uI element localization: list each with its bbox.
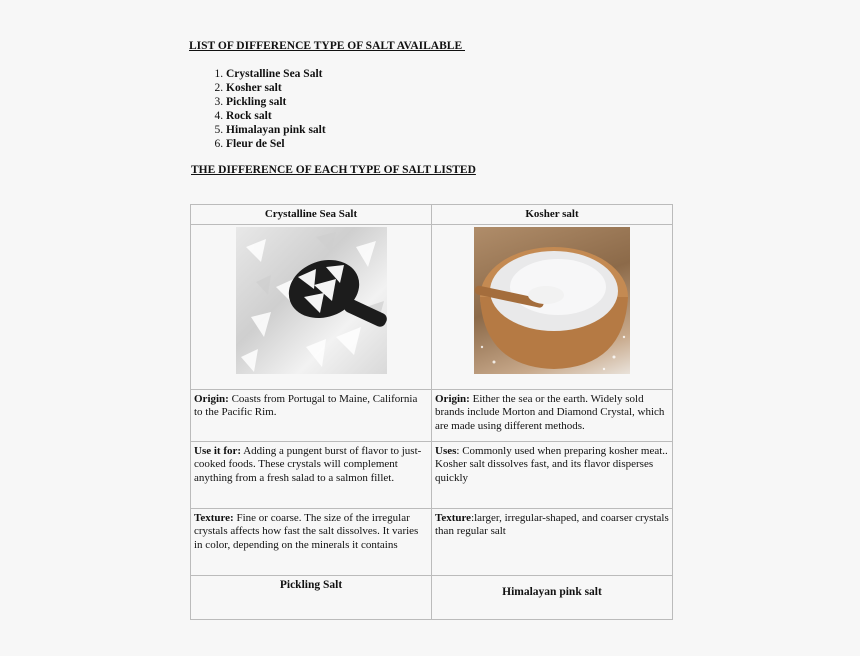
- texture-text: :larger, irregular-shaped, and coarser crystals than regular salt: [435, 511, 669, 537]
- list-item: 1. Crystalline Sea Salt: [226, 67, 326, 81]
- origin-text: Coasts from Portugal to Maine, California to the Pacific Rim.: [194, 392, 418, 418]
- list-heading: LIST OF DIFFERENCE TYPE OF SALT AVAILABLE: [189, 40, 465, 52]
- image-cell: [191, 224, 432, 389]
- list-item: 6. Fleur de Sel: [226, 137, 326, 151]
- uses-label: Uses: [435, 444, 457, 457]
- list-item: 3. Pickling salt: [226, 95, 326, 109]
- table-row: [191, 224, 673, 389]
- table-row: [191, 575, 673, 619]
- kosher-salt-photo: [474, 227, 630, 374]
- sea-salt-photo: [236, 227, 387, 374]
- table-row: [191, 508, 673, 575]
- difference-heading: THE DIFFERENCE OF EACH TYPE OF SALT LISTED: [191, 164, 476, 176]
- origin-label: Origin:: [194, 392, 229, 405]
- list-item: 4. Rock salt: [226, 109, 326, 123]
- column-header-pickling-salt: Pickling Salt: [191, 575, 432, 619]
- origin-text: Either the sea or the earth. Widely sold brands include Morton and Diamond Crystal, which are made using different methods.: [435, 392, 665, 432]
- list-item: 5. Himalayan pink salt: [226, 123, 326, 137]
- use-text: : Commonly used when preparing kosher meat.. Kosher salt dissolves fast, and its flavor disperses quickly: [435, 444, 668, 484]
- use-text: Adding a pungent burst of flavor to just-cooked foods. These crystals will complement anything from a fresh salad to a salmon fillet.: [194, 444, 422, 484]
- column-header-himalayan-salt: Himalayan pink salt: [432, 575, 673, 619]
- texture-label: Texture:: [194, 511, 234, 524]
- origin-cell-kosher-salt: [432, 389, 673, 441]
- texture-cell-kosher-salt: [432, 508, 673, 575]
- list-item: 2. Kosher salt: [226, 81, 326, 95]
- texture-text: Fine or coarse. The size of the irregular crystals affects how fast the salt dissolves. It varies in color, depending on the minerals it contains: [194, 511, 419, 551]
- table-row: [191, 389, 673, 441]
- texture-cell-sea-salt: [191, 508, 432, 575]
- comparison-table: [190, 204, 673, 620]
- origin-label: Origin:: [435, 392, 470, 405]
- use-label: Use it for:: [194, 444, 242, 457]
- origin-cell-sea-salt: [191, 389, 432, 441]
- column-header-sea-salt: Crystalline Sea Salt: [191, 205, 432, 225]
- table-row: [191, 441, 673, 508]
- salt-type-list: [212, 67, 326, 151]
- use-cell-kosher-salt: [432, 441, 673, 508]
- table-row: [191, 205, 673, 225]
- column-header-kosher-salt: Kosher salt: [432, 205, 673, 225]
- use-cell-sea-salt: [191, 441, 432, 508]
- image-cell: [432, 224, 673, 389]
- texture-label: Texture: [435, 511, 472, 524]
